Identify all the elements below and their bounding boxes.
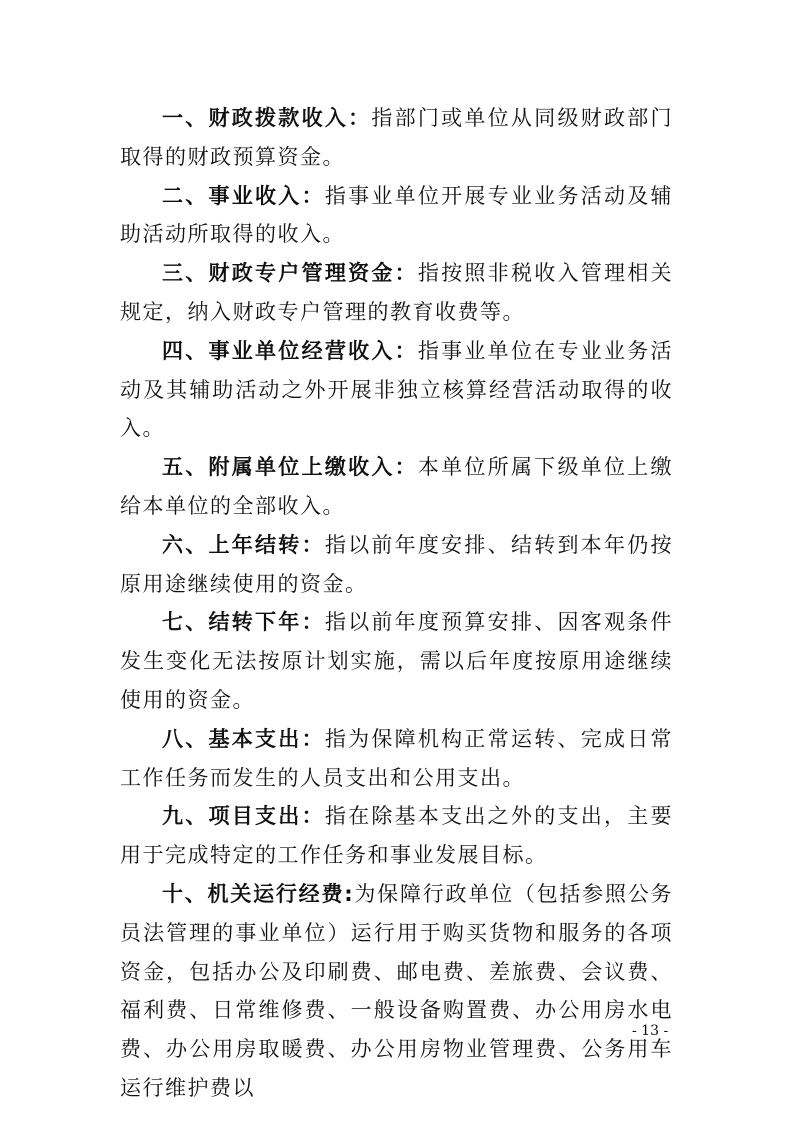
term-6: 六、上年结转： (162, 532, 325, 557)
definition-1: 指部门或单位从同级财政部门取得的财政预算资金。 (120, 106, 674, 169)
term-2: 二、事业收入： (162, 183, 325, 208)
definition-10: 为保障行政单位（包括参照公务员法管理的事业单位）运行用于购买货物和服务的各项资金，包括办公及印刷费、邮电费、差旅费、会议费、福利费、日常维修费、一般设备购置费、办公用房水电费、办公用房取暖费、办公用房物业管理费、公务用车运行维护费以 (120, 881, 674, 1100)
definition-2: 指事业单位开展专业业务活动及辅助活动所取得的收入。 (120, 183, 674, 247)
term-1: 一、财政拨款收入： (162, 106, 372, 130)
paragraph-4 (120, 332, 673, 448)
paragraph-7 (120, 603, 673, 719)
term-9: 九、项目支出： (162, 804, 325, 829)
paragraph-3 (120, 254, 673, 332)
paragraph-5 (120, 448, 673, 526)
paragraph-10 (120, 875, 673, 1108)
paragraph-8 (120, 720, 673, 798)
definition-7: 指以前年度预算安排、因客观条件发生变化无法按原计划实施，需以后年度按原用途继续使用的资金。 (120, 610, 674, 712)
definition-9: 指在除基本支出之外的支出，主要用于完成特定的工作任务和事业发展目标。 (120, 804, 674, 868)
definition-3: 指按照非税收入管理相关规定，纳入财政专户管理的教育收费等。 (120, 261, 674, 324)
definition-8: 指为保障机构正常运转、完成日常工作任务而发生的人员支出和公用支出。 (120, 726, 674, 790)
term-5: 五、附属单位上缴收入： (162, 455, 418, 480)
term-10: 十、机关运行经费: (162, 881, 355, 906)
document-body (120, 99, 673, 1108)
paragraph-1 (120, 99, 673, 177)
definition-6: 指以前年度安排、结转到本年仍按原用途继续使用的资金。 (120, 532, 674, 596)
paragraph-2 (120, 177, 673, 255)
term-8: 八、基本支出： (162, 726, 325, 751)
term-3: 三、财政专户管理资金： (162, 261, 418, 286)
page-number: - 13 - (632, 1023, 669, 1039)
definition-5: 本单位所属下级单位上缴给本单位的全部收入。 (120, 455, 674, 518)
term-7: 七、结转下年： (162, 610, 325, 635)
term-4: 四、事业单位经营收入： (162, 338, 418, 363)
paragraph-9 (120, 797, 673, 875)
definition-4: 指事业单位在专业业务活动及其辅助活动之外开展非独立核算经营活动取得的收入。 (120, 338, 674, 441)
paragraph-6 (120, 526, 673, 604)
